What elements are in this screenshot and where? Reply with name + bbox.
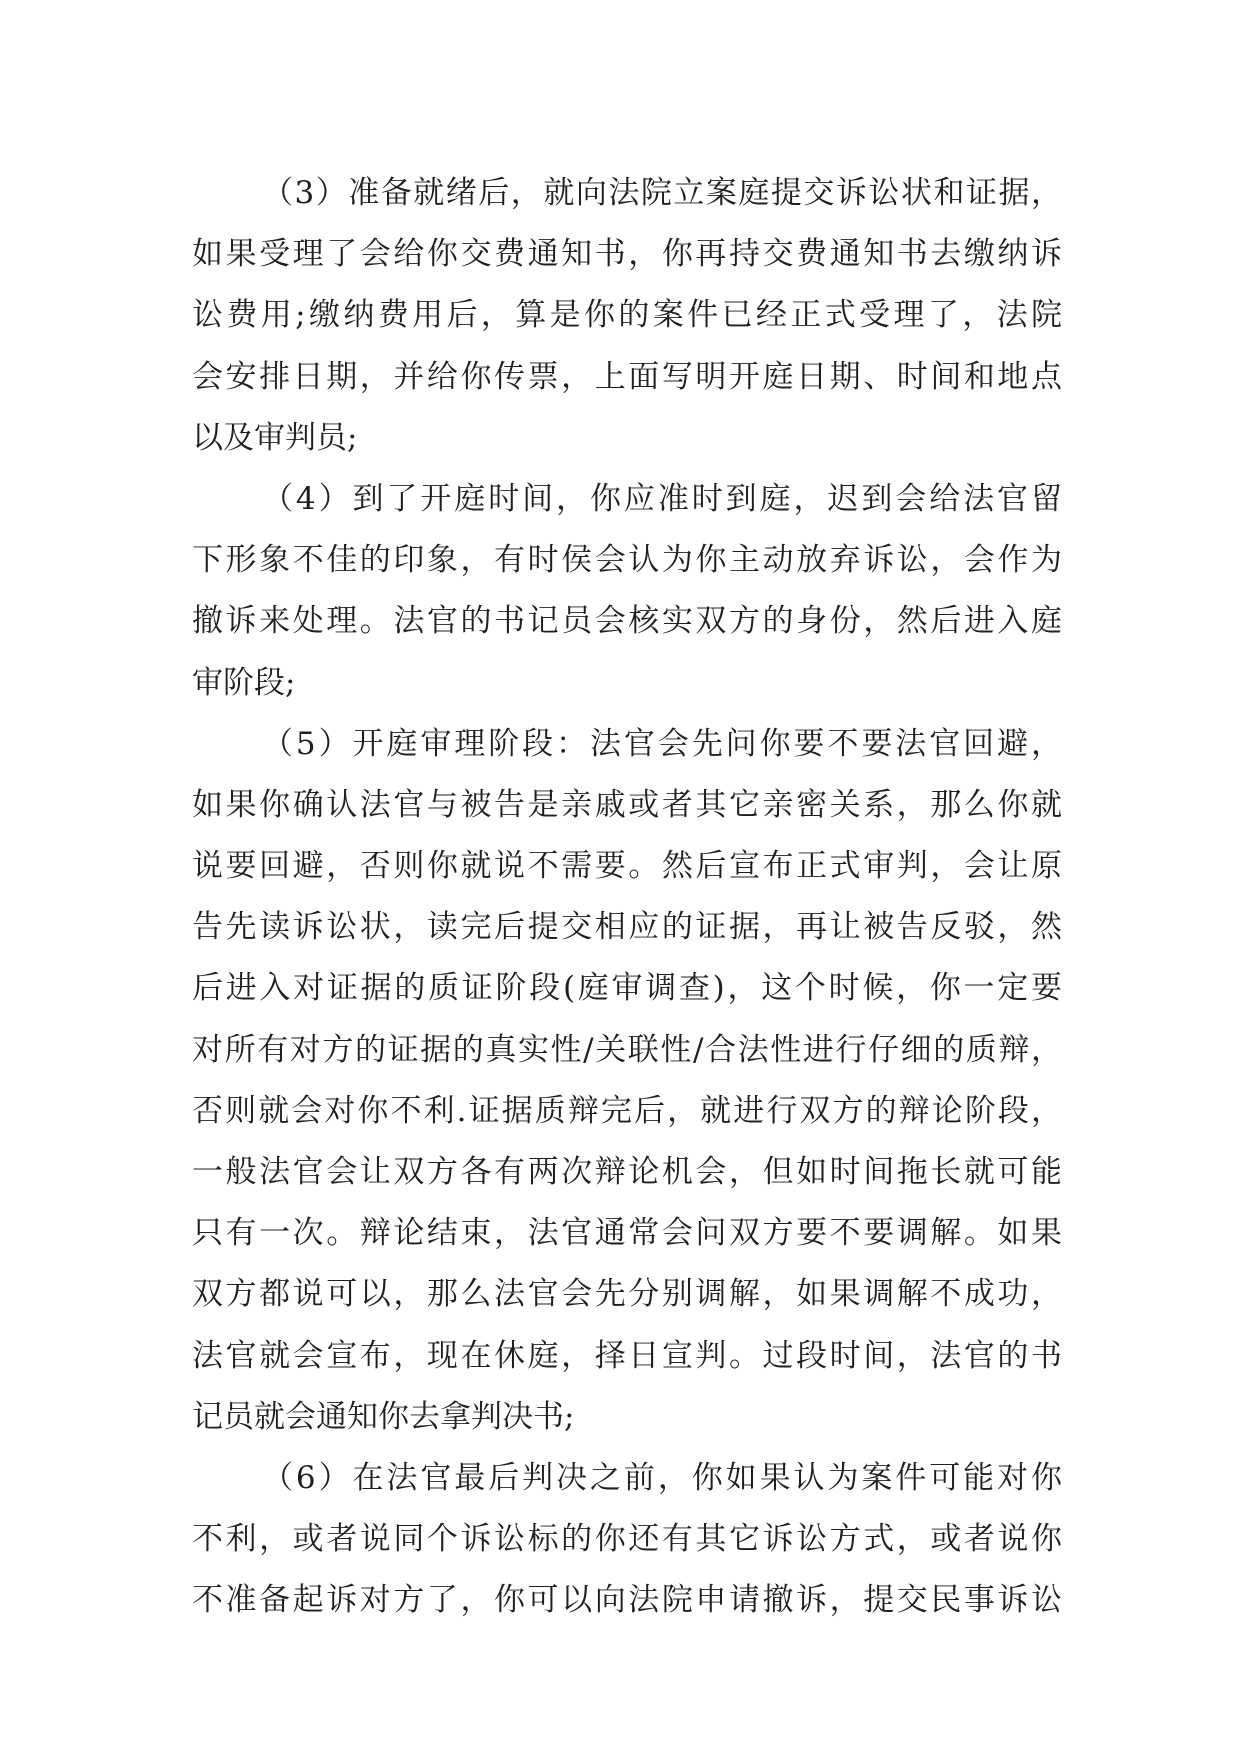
paragraph-line: 会安排日期，并给你传票，上面写明开庭日期、时间和地点 (192, 358, 1062, 395)
paragraph-line: 不利，或者说同个诉讼标的你还有其它诉讼方式，或者说你 (192, 1521, 1062, 1558)
paragraph-line: 如果受理了会给你交费通知书，你再持交费通知书去缴纳诉 (192, 236, 1062, 273)
paragraph-line: 双方都说可以，那么法官会先分别调解，如果调解不成功， (192, 1276, 1062, 1313)
paragraph-line: 说要回避，否则你就说不需要。然后宣布正式审判，会让原 (192, 848, 1062, 885)
paragraph-4 (192, 469, 1062, 714)
paragraph-line: 告先读诉讼状，读完后提交相应的证据，再让被告反驳，然 (192, 909, 1062, 946)
paragraph-3 (192, 163, 1062, 469)
paragraph-line: （5）开庭审理阶段：法官会先问你要不要法官回避， (262, 725, 1062, 762)
paragraph-line: （3）准备就绪后，就向法院立案庭提交诉讼状和证据， (262, 175, 1062, 211)
paragraph-line: 下形象不佳的印象，有时侯会认为你主动放弃诉讼，会作为 (192, 542, 1062, 579)
paragraph-5 (192, 714, 1062, 1448)
paragraph-line: 后进入对证据的质证阶段(庭审调查)，这个时候，你一定要 (192, 970, 1062, 1007)
paragraph-line: 不准备起诉对方了，你可以向法院申请撤诉，提交民事诉讼 (192, 1582, 1062, 1619)
paragraph-6 (192, 1448, 1062, 1632)
paragraph-line: 审阶段; (192, 664, 296, 701)
paragraph-line: （6）在法官最后判决之前，你如果认为案件可能对你 (262, 1459, 1062, 1496)
paragraph-line: 如果你确认法官与被告是亲戚或者其它亲密关系，那么你就 (192, 786, 1062, 823)
paragraph-line: 对所有对方的证据的真实性/关联性/合法性进行仔细的质辩， (192, 1031, 1062, 1068)
paragraph-line: 法官就会宣布，现在休庭，择日宣判。过段时间，法官的书 (192, 1337, 1062, 1374)
paragraph-line: 否则就会对你不利.证据质辩完后，就进行双方的辩论阶段， (192, 1092, 1062, 1129)
paragraph-line: 一般法官会让双方各有两次辩论机会，但如时间拖长就可能 (192, 1154, 1062, 1190)
paragraph-line: 讼费用;缴纳费用后，算是你的案件已经正式受理了，法院 (192, 297, 1062, 334)
paragraph-line: 撤诉来处理。法官的书记员会核实双方的身份，然后进入庭 (192, 603, 1062, 640)
document-body (192, 163, 1062, 1632)
paragraph-line: 只有一次。辩论结束，法官通常会问双方要不要调解。如果 (192, 1215, 1062, 1252)
paragraph-line: 记员就会通知你去拿判决书; (192, 1398, 575, 1435)
paragraph-line: 以及审判员; (192, 419, 358, 456)
paragraph-line: （4）到了开庭时间，你应准时到庭，迟到会给法官留 (262, 480, 1062, 517)
